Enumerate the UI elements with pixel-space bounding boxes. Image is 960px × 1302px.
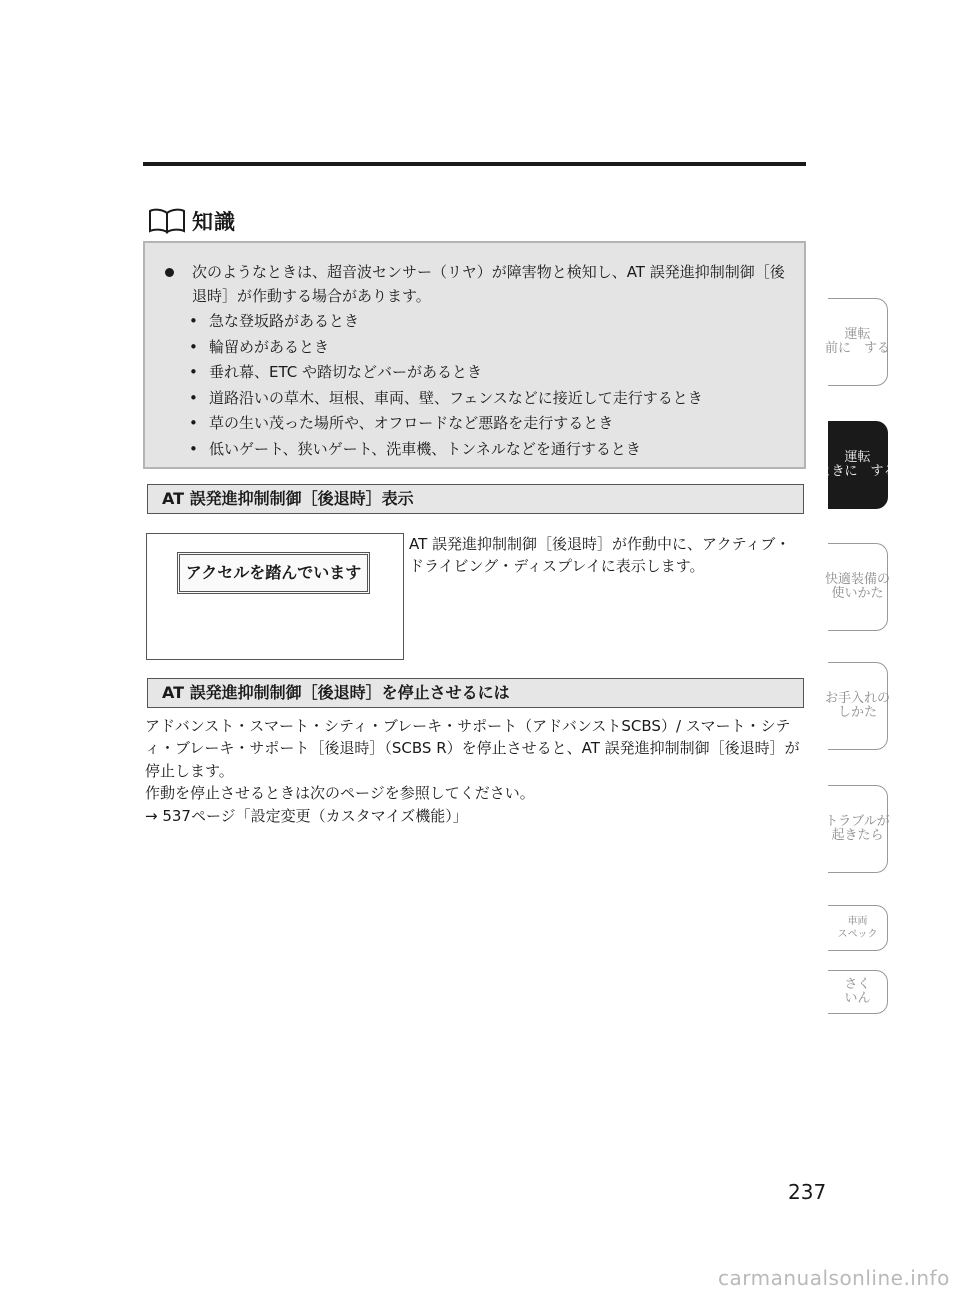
knowledge-heading [148, 206, 236, 236]
knowledge-title: 知識 [192, 210, 236, 234]
bullet-dot [165, 268, 174, 277]
knowledge-main-text: 次のようなときは、超音波センサー（リヤ）が障害物と検知し、AT 誤発進抑制制御［後退時］が作動する場合があります。 [192, 263, 785, 305]
list-item: • 低いゲート、狭いゲート、洗車機、トンネルなどを通行するとき [189, 437, 703, 463]
display-message: アクセルを踏んでいます [177, 552, 370, 594]
tab-label: さく いん [844, 977, 871, 1006]
stop-body-paragraph: アドバンスト・スマート・シティ・ブレーキ・サポート（アドバンストSCBS）/ スマート・シティ・ブレーキ・サポート［後退時］（SCBS R）を停止させると、AT 誤発進抑制制御［後退時］が停止します。 [145, 717, 800, 780]
tab-maintenance[interactable] [825, 662, 891, 750]
display-description: AT 誤発進抑制制御［後退時］が作動中に、アクティブ・ドライビング・ディスプレイに表示します。 [409, 535, 791, 575]
tab-index[interactable] [828, 970, 888, 1014]
tab-label: お手入れの しかた [825, 691, 891, 720]
section-heading-stop: AT 誤発進抑制制御［後退時］を停止させるには [147, 678, 804, 708]
page-number: 237 [788, 1180, 827, 1204]
knowledge-box [143, 241, 806, 469]
list-item: • 急な登坂路があるとき [189, 309, 703, 335]
tab-vehicle-specs[interactable] [828, 905, 888, 951]
list-item: • 道路沿いの草木、垣根、車両、壁、フェンスなどに接近して走行するとき [189, 386, 703, 412]
stop-body-instruction: 作動を停止させるときは次のページを参照してください。 [145, 784, 535, 803]
book-icon [148, 208, 186, 234]
watermark: carmanualsonline.info [718, 1266, 950, 1290]
tab-while-driving[interactable] [818, 421, 897, 509]
tab-label: 運転 ときに する [818, 450, 897, 479]
tab-label: トラブルが 起きたら [825, 814, 890, 843]
knowledge-sub-list [189, 309, 703, 463]
tab-label: 快適装備の 使いかた [825, 572, 891, 601]
list-item: • 輪留めがあるとき [189, 335, 703, 361]
tab-comfort-equipment[interactable] [825, 543, 891, 631]
tab-troubleshooting[interactable] [825, 785, 890, 873]
stop-body [145, 715, 810, 827]
section-heading-display: AT 誤発進抑制制御［後退時］表示 [147, 484, 804, 514]
list-item: • 垂れ幕、ETC や踏切などバーがあるとき [189, 360, 703, 386]
list-item: • 草の生い茂った場所や、オフロードなど悪路を走行するとき [189, 411, 703, 437]
tab-label: 車両 スペック [837, 916, 878, 940]
knowledge-main-bullet [165, 260, 791, 308]
top-rule [143, 162, 806, 166]
display-illustration [146, 533, 404, 660]
page-reference-link[interactable]: → 537ページ「設定変更（カスタマイズ機能）」 [145, 806, 468, 825]
tab-before-driving[interactable] [825, 298, 891, 386]
tab-label: 運転 前に する [825, 327, 891, 356]
